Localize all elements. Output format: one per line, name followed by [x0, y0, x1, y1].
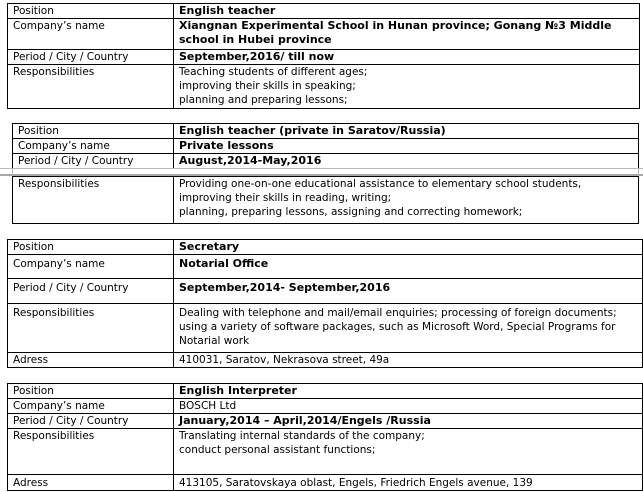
label-address: Adress: [8, 353, 174, 368]
value-company: [174, 19, 640, 50]
value-address: 413105, Saratovskaya oblast, Engels, Friedrich Engels avenue, 139: [174, 475, 643, 491]
responsibility-item: planning and preparing lessons;: [179, 94, 348, 106]
responsibility-item: Translating internal standards of the company;: [179, 430, 425, 442]
label-period: Period / City / Country: [8, 279, 174, 304]
table-row: [8, 279, 643, 304]
table-row: [8, 4, 640, 19]
label-company: Company’s name: [8, 19, 174, 50]
responsibility-item: Dealing with telephone and mail/email enquiries; processing of foreign documents;: [179, 307, 617, 319]
table-row: [8, 240, 643, 255]
job-table-private-teacher-continued: [12, 176, 639, 224]
value-responsibilities: [174, 429, 643, 475]
responsibility-item: Notarial work: [179, 335, 250, 347]
job-table-secretary: [7, 239, 643, 368]
value-period: August,2014-May,2016: [174, 154, 639, 169]
table-row: [8, 19, 640, 50]
table-row: [8, 50, 640, 65]
value-position: English Interpreter: [174, 384, 643, 399]
table-row: [13, 139, 639, 154]
value-period: September,2016/ till now: [174, 50, 640, 65]
table-row: [13, 154, 639, 169]
value-period: January,2014 – April,2014/Engels /Russia: [174, 414, 643, 429]
job-table-interpreter: [7, 383, 643, 491]
label-responsibilities: Responsibilities: [8, 304, 174, 353]
label-company: Company’s name: [8, 255, 174, 279]
table-row: [13, 124, 639, 139]
value-responsibilities: [174, 304, 643, 353]
label-period: Period / City / Country: [13, 154, 174, 169]
value-position: Secretary: [174, 240, 643, 255]
responsibility-item: Teaching students of different ages;: [179, 66, 368, 78]
job-table-english-teacher: [7, 3, 640, 109]
value-period: September,2014- September,2016: [174, 279, 643, 304]
label-period: Period / City / Country: [8, 50, 174, 65]
separator-tick: [638, 168, 639, 176]
responsibility-item: Providing one-on-one educational assistance to elementary school students,: [179, 178, 582, 190]
value-responsibilities: [174, 177, 639, 224]
table-row: [8, 353, 643, 368]
table-row: [8, 65, 640, 109]
value-company: Notarial Office: [174, 255, 643, 279]
table-row: [8, 429, 643, 475]
table-row: [8, 255, 643, 279]
value-company: BOSCH Ltd: [174, 399, 643, 414]
page-break-separator: [0, 168, 643, 176]
value-responsibilities: [174, 65, 640, 109]
label-address: Adress: [8, 475, 174, 491]
responsibility-item: improving their skills in speaking;: [179, 80, 356, 92]
table-row: [8, 399, 643, 414]
label-responsibilities: Responsibilities: [13, 177, 174, 224]
label-position: Position: [8, 384, 174, 399]
label-position: Position: [8, 4, 174, 19]
company-line: school in Hubei province: [179, 33, 332, 46]
company-line: Xiangnan Experimental School in Hunan province; Gonang №3 Middle: [179, 19, 612, 32]
job-table-private-teacher: [12, 123, 639, 169]
table-row: [8, 384, 643, 399]
label-position: Position: [8, 240, 174, 255]
responsibility-item: planning, preparing lessons, assigning and correcting homework;: [179, 206, 523, 218]
table-row: [13, 177, 639, 224]
label-position: Position: [13, 124, 174, 139]
responsibility-item: improving their skills in reading, writing;: [179, 192, 392, 204]
table-row: [8, 304, 643, 353]
separator-tick: [12, 168, 13, 176]
label-company: Company’s name: [13, 139, 174, 154]
value-address: 410031, Saratov, Nekrasova street, 49a: [174, 353, 643, 368]
responsibility-item: using a variety of software packages, such as Microsoft Word, Special Programs for: [179, 321, 616, 333]
label-period: Period / City / Country: [8, 414, 174, 429]
label-responsibilities: Responsibilities: [8, 429, 174, 475]
table-row: [8, 414, 643, 429]
label-responsibilities: Responsibilities: [8, 65, 174, 109]
value-position: English teacher: [174, 4, 640, 19]
responsibility-item: conduct personal assistant functions;: [179, 444, 376, 456]
value-company: Private lessons: [174, 139, 639, 154]
table-row: [8, 475, 643, 491]
value-position: English teacher (private in Saratov/Russia): [174, 124, 639, 139]
label-company: Company’s name: [8, 399, 174, 414]
